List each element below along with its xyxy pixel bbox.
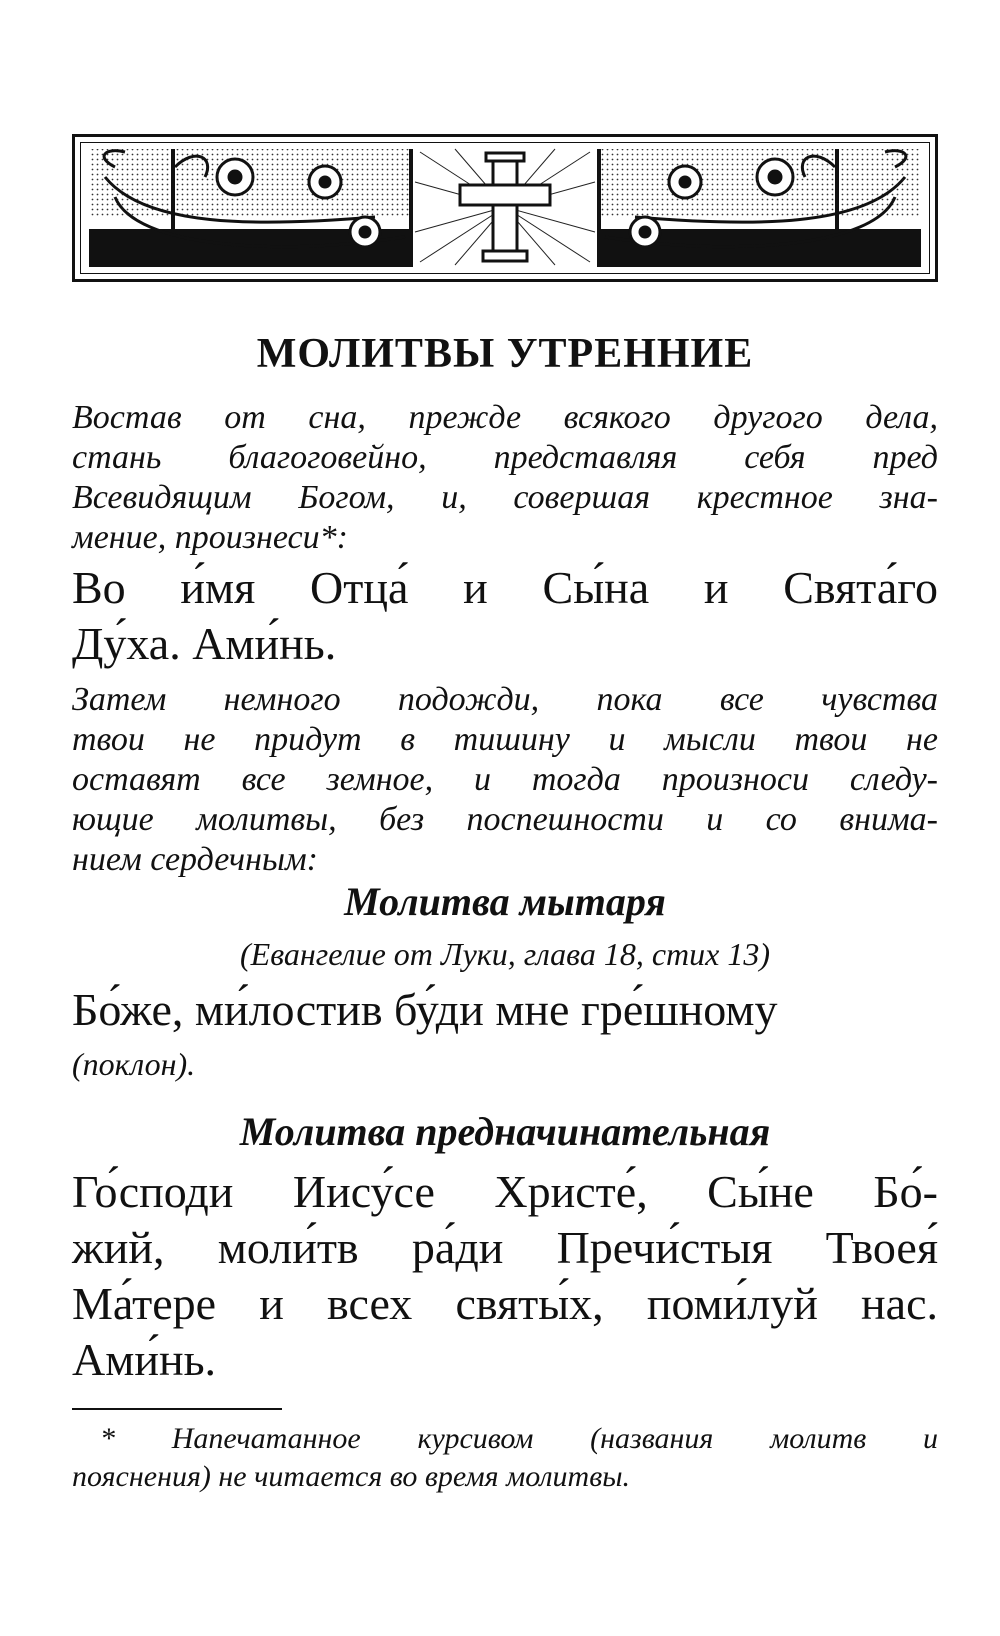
bow-note-text: (поклон). — [72, 1046, 196, 1082]
preparation-instruction — [72, 680, 938, 880]
intro-line: мение, произнеси*: — [72, 519, 348, 556]
prayer-line: Во и́мя Отца́ и Сы́на и Свята́го — [72, 562, 938, 613]
intro-line: Всевидящим Богом, и, совершая крестное зна- — [72, 479, 938, 516]
instruction-line: нием сердечным: — [72, 841, 318, 878]
footnote-line: пояснения) не читается во время молитвы. — [72, 1460, 631, 1493]
bow-note — [72, 1044, 938, 1084]
publican-prayer — [72, 982, 938, 1038]
footnote-divider — [72, 1408, 282, 1410]
prayer-line: жий, моли́тв ра́ди Пречи́стыя Твоея́ — [72, 1222, 938, 1273]
prayer-line: Ду́ха. Ами́нь. — [72, 618, 337, 669]
instruction-line: оставят все земное, и тогда произноси следу- — [72, 761, 938, 798]
initial-prayer — [72, 1164, 938, 1388]
invocation-prayer — [72, 560, 938, 672]
prayer-line: Ами́нь. — [72, 1334, 217, 1385]
intro-instruction — [72, 398, 938, 558]
initial-prayer-heading: Молитва предначинательная — [239, 1109, 771, 1154]
instruction-line: твои не придут в тишину и мысли твои не — [72, 721, 938, 758]
publican-prayer-heading: Молитва мытаря — [344, 879, 666, 924]
ornamental-header-band — [72, 134, 938, 282]
intro-line: стань благоговейно, представляя себя пред — [72, 439, 938, 476]
instruction-line: Затем немного подожди, пока все чувства — [72, 681, 938, 718]
page-title: МОЛИТВЫ УТРЕННИЕ — [256, 331, 754, 377]
intro-line: Востав от сна, прежде всякого другого дела, — [72, 399, 938, 436]
footnote — [72, 1420, 938, 1496]
instruction-line: ющие молитвы, без поспешности и со внима- — [72, 801, 938, 838]
floral-cross-ornament-icon — [75, 137, 935, 279]
prayer-line: Бо́же, ми́лостив бу́ди мне гре́шному — [72, 984, 778, 1035]
footnote-line: * Напечатанное курсивом (названия молитв и — [100, 1422, 938, 1455]
scripture-reference: (Евангелие от Луки, глава 18, стих 13) — [240, 936, 770, 972]
prayer-line: Го́споди Иису́се Христе́, Сы́не Бо́- — [72, 1166, 938, 1217]
prayer-line: Ма́тере и всех святы́х, поми́луй нас. — [72, 1278, 938, 1329]
